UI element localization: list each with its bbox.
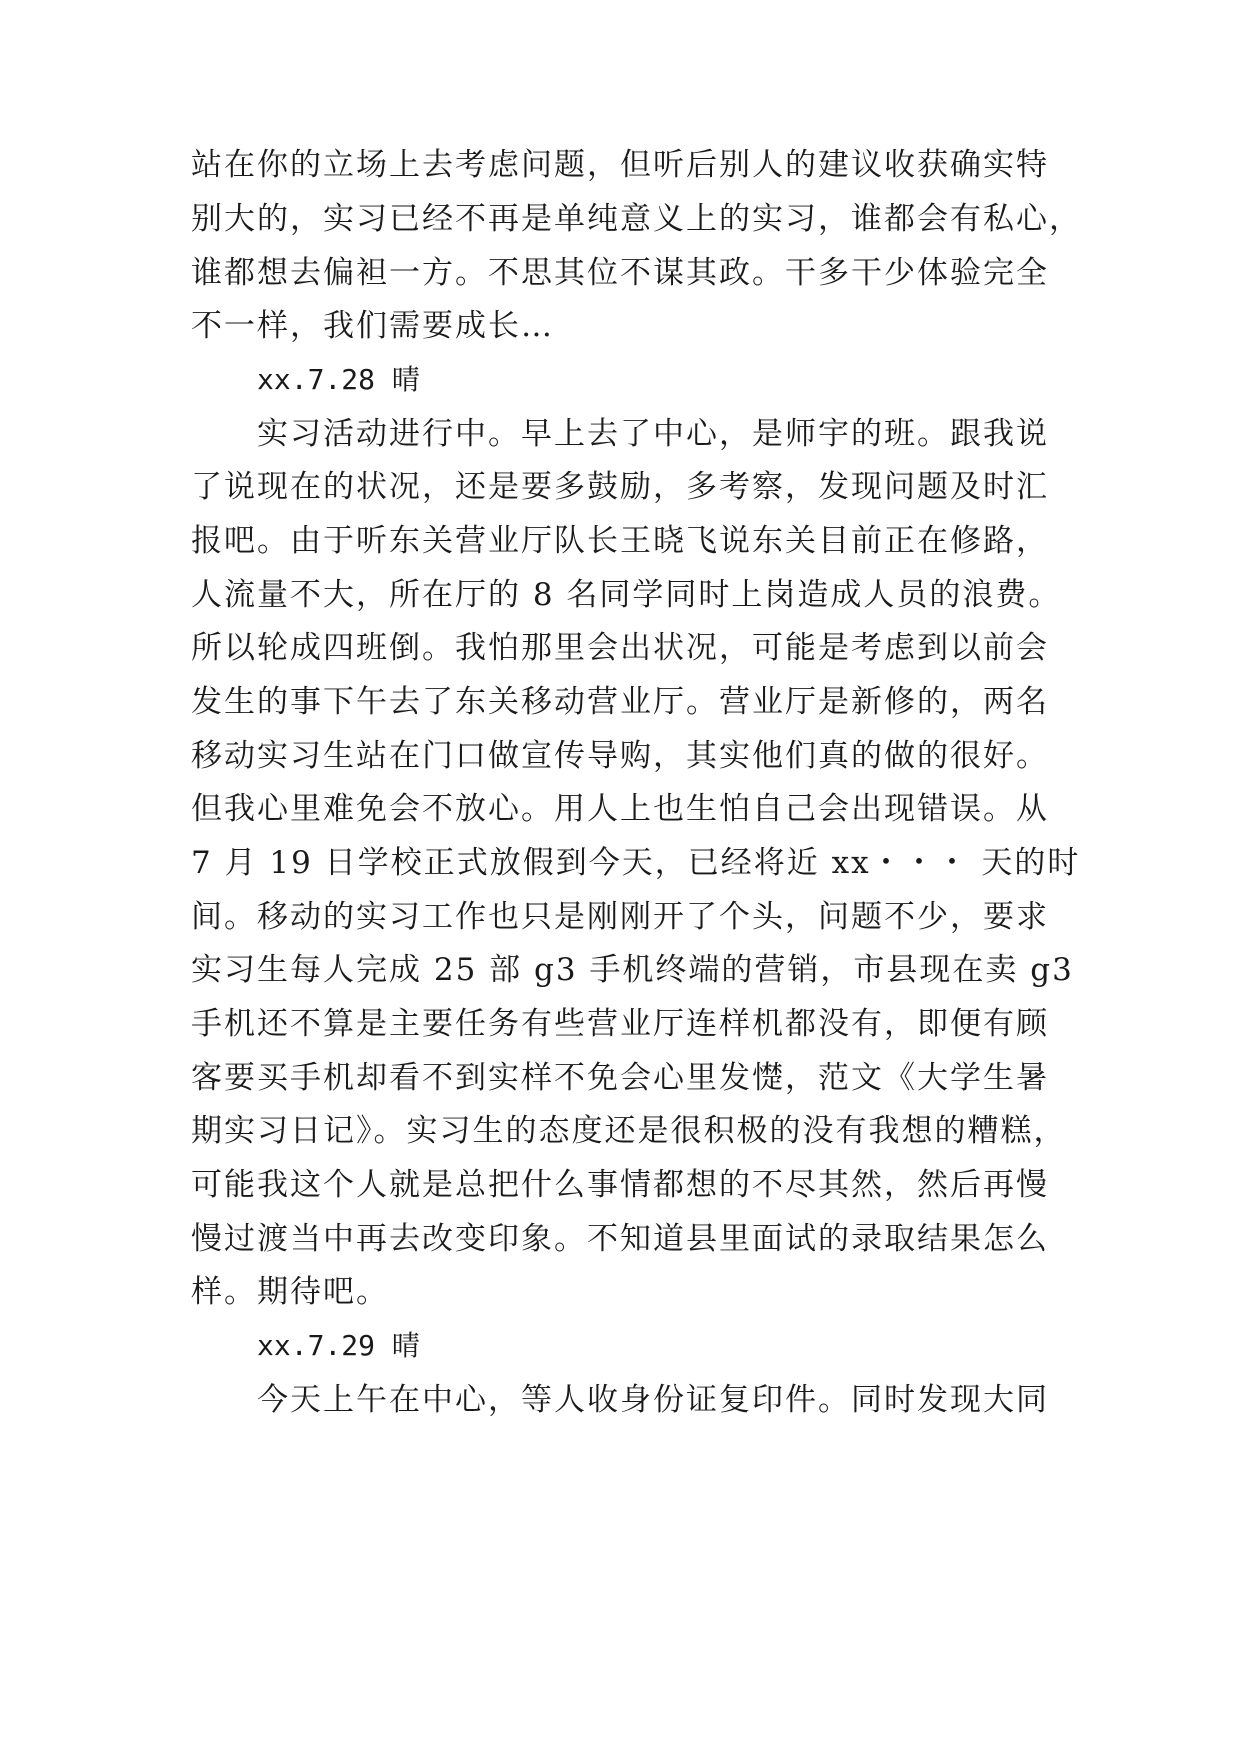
paragraph-3-line-1: 今天上午在中心，等人收身份证复印件。同时发现大同 — [257, 1382, 1049, 1418]
paragraph-2-line-15: 可能我这个人就是总把什么事情都想的不尽其然，然后再慢 — [191, 1167, 1049, 1203]
diary-date-1: xx.7.28 晴 — [257, 363, 420, 396]
paragraph-1-line-3: 谁都想去偏袒一方。不思其位不谋其政。干多干少体验完全 — [191, 255, 1049, 291]
diary-date-2: xx.7.29 晴 — [257, 1329, 420, 1362]
paragraph-2-line-16: 慢过渡当中再去改变印象。不知道县里面试的录取结果怎么 — [191, 1221, 1049, 1257]
paragraph-2-line-11: 实习生每人完成 25 部 g3 手机终端的营销，市县现在卖 g3 — [191, 952, 1074, 988]
paragraph-1-line-2: 别大的，实习已经不再是单纯意义上的实习，谁都会有私心， — [191, 201, 1082, 237]
paragraph-2-line-14: 期实习日记》。实习生的态度还是很积极的没有我想的糟糕， — [191, 1113, 1067, 1149]
paragraph-2-line-7: 移动实习生站在门口做宣传导购，其实他们真的做的很好。 — [191, 738, 1049, 774]
paragraph-2-line-10: 间。移动的实习工作也只是刚刚开了个头，问题不少，要求 — [191, 899, 1049, 935]
paragraph-1-line-1: 站在你的立场上去考虑问题，但听后别人的建议收获确实特 — [191, 147, 1049, 183]
paragraph-2-line-8: 但我心里难免会不放心。用人上也生怕自己会出现错误。从 — [191, 791, 1049, 827]
paragraph-2-line-6: 发生的事下午去了东关移动营业厅。营业厅是新修的，两名 — [191, 684, 1049, 720]
paragraph-2-line-17: 样。期待吧。 — [191, 1274, 389, 1310]
paragraph-2-line-1: 实习活动进行中。早上去了中心，是师宇的班。跟我说 — [257, 416, 1049, 452]
paragraph-2-line-3: 报吧。由于听东关营业厅队长王晓飞说东关目前正在修路， — [191, 523, 1049, 559]
paragraph-1-line-4: 不一样，我们需要成长… — [191, 308, 554, 344]
paragraph-2-line-4: 人流量不大，所在厅的 8 名同学同时上岗造成人员的浪费。 — [191, 577, 1062, 613]
paragraph-2-line-13: 客要买手机却看不到实样不免会心里发憷，范文《大学生暑 — [191, 1060, 1049, 1096]
paragraph-2-line-2: 了说现在的状况，还是要多鼓励，多考察，发现问题及时汇 — [191, 469, 1049, 505]
paragraph-2-line-12: 手机还不算是主要任务有些营业厅连样机都没有，即便有顾 — [191, 1006, 1049, 1042]
paragraph-2-line-9: 7 月 19 日学校正式放假到今天，已经将近 xx・・・ 天的时 — [191, 845, 1081, 881]
paragraph-2-line-5: 所以轮成四班倒。我怕那里会出状况，可能是考虑到以前会 — [191, 630, 1049, 666]
